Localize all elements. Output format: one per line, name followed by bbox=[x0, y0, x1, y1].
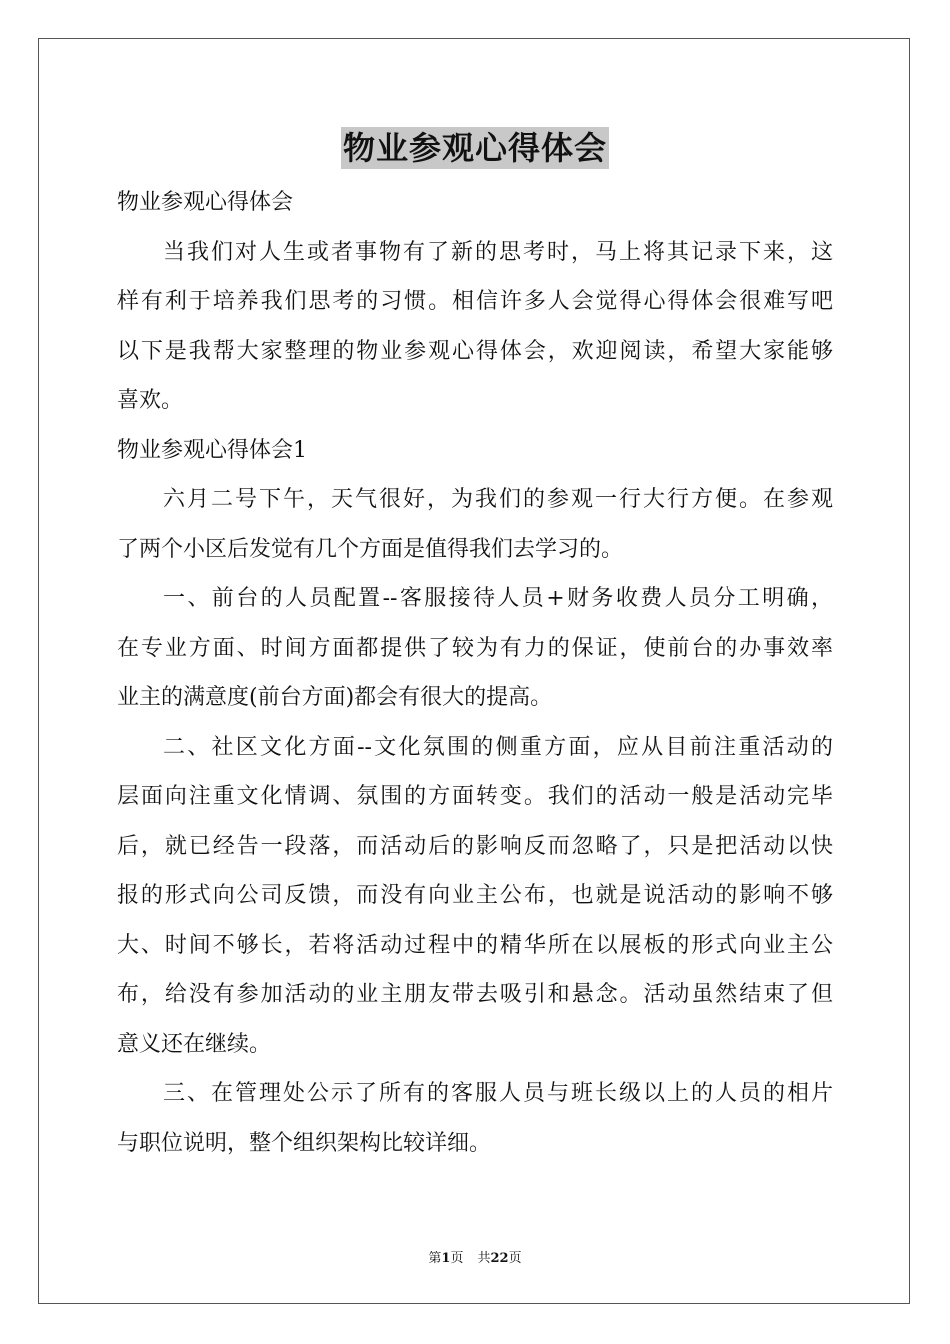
text-line: 以下是我帮大家整理的物业参观心得体会，欢迎阅读，希望大家能够 bbox=[117, 338, 833, 364]
text-line: 布，给没有参加活动的业主朋友带去吸引和悬念。活动虽然结束了但 bbox=[117, 982, 833, 1007]
text-line: 二、社区文化方面--文化氛围的侧重方面，应从目前注重活动的 bbox=[163, 734, 833, 760]
text-line: 样有利于培养我们思考的习惯。相信许多人会觉得心得体会很难写吧 bbox=[117, 289, 833, 314]
page-footer bbox=[0, 1247, 950, 1266]
paragraph-intro bbox=[117, 228, 833, 426]
text-line: 物业参观心得体会 bbox=[117, 190, 294, 215]
text-line: 三、在管理处公示了所有的客服人员与班长级以上的人员的相片 bbox=[163, 1081, 833, 1106]
current-page-number: 1 bbox=[441, 1251, 451, 1266]
paragraph-p2 bbox=[117, 574, 833, 723]
total-prefix: 共 bbox=[477, 1251, 491, 1266]
paragraph-subtitle bbox=[117, 178, 833, 228]
text-line: 物业参观心得体会1 bbox=[117, 437, 307, 463]
title-container bbox=[0, 127, 950, 169]
document-body bbox=[117, 178, 833, 1168]
text-line: 大、时间不够长，若将活动过程中的精华所在以展板的形式向业主公 bbox=[117, 932, 833, 958]
text-line: 一、前台的人员配置--客服接待人员+财务收费人员分工明确， bbox=[163, 586, 833, 611]
page-prefix: 第 bbox=[428, 1251, 442, 1266]
text-line: 意义还在继续。 bbox=[117, 1031, 272, 1057]
page-suffix: 页 bbox=[450, 1251, 464, 1266]
text-line: 喜欢。 bbox=[117, 388, 184, 413]
text-line: 后，就已经告一段落，而活动后的影响反而忽略了，只是把活动以快 bbox=[117, 833, 833, 859]
total-page-count: 22 bbox=[490, 1251, 509, 1266]
text-line: 层面向注重文化情调、氛围的方面转变。我们的活动一般是活动完毕 bbox=[117, 784, 833, 809]
text-line: 六月二号下午，天气很好，为我们的参观一行大行方便。在参观 bbox=[163, 487, 833, 512]
text-line: 与职位说明，整个组织架构比较详细。 bbox=[117, 1130, 492, 1156]
paragraph-p4 bbox=[117, 1069, 833, 1168]
text-line: 报的形式向公司反馈，而没有向业主公布，也就是说活动的影响不够 bbox=[117, 883, 833, 908]
text-line: 在专业方面、时间方面都提供了较为有力的保证，使前台的办事效率 bbox=[117, 635, 833, 661]
total-suffix: 页 bbox=[508, 1251, 522, 1266]
text-line: 业主的满意度(前台方面)都会有很大的提高。 bbox=[117, 685, 553, 710]
text-line: 当我们对人生或者事物有了新的思考时，马上将其记录下来，这 bbox=[163, 239, 833, 265]
paragraph-heading-1 bbox=[117, 426, 833, 476]
document-title: 物业参观心得体会 bbox=[342, 129, 607, 167]
paragraph-p1 bbox=[117, 475, 833, 574]
paragraph-p3 bbox=[117, 723, 833, 1070]
text-line: 了两个小区后发觉有几个方面是值得我们去学习的。 bbox=[117, 536, 624, 562]
